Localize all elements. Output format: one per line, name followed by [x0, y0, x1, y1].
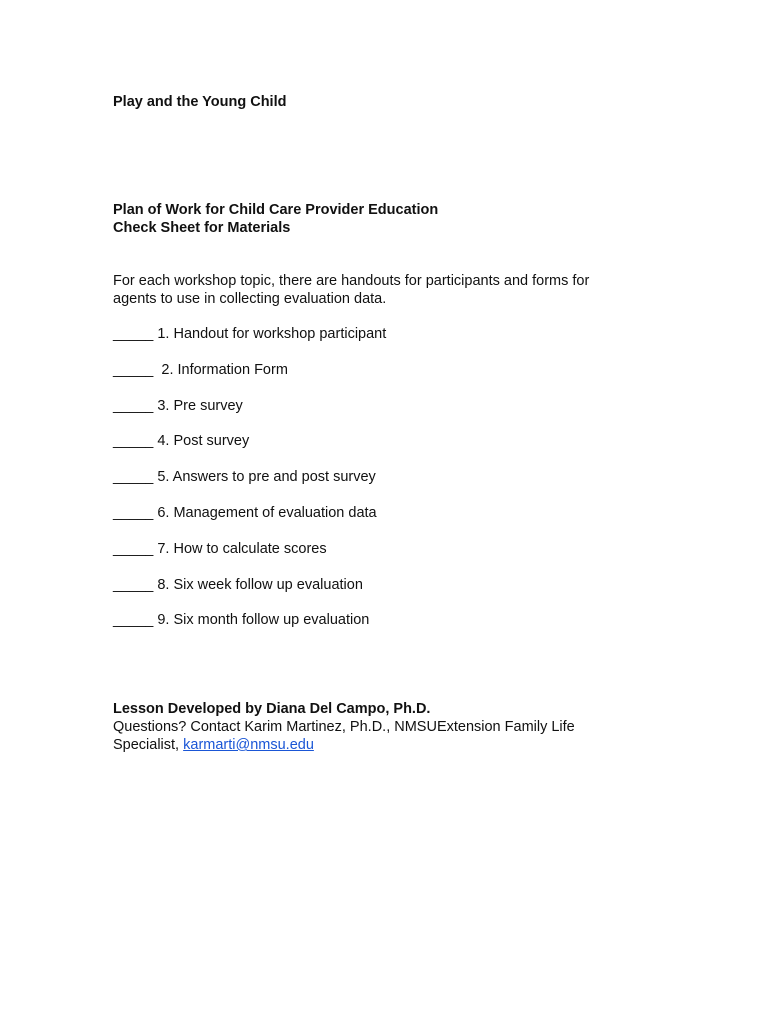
intro-paragraph: For each workshop topic, there are handouts for participants and forms for agents to use in collecting evaluation data.	[113, 273, 590, 307]
checklist-item: _____ 3. Pre survey	[113, 397, 243, 414]
checklist-item: _____ 8. Six week follow up evaluation	[113, 576, 363, 593]
email-link[interactable]: karmarti@nmsu.edu	[183, 737, 314, 753]
checklist-item: _____ 9. Six month follow up evaluation	[113, 612, 370, 629]
checklist-item: _____ 4. Post survey	[113, 433, 250, 450]
checklist-item: _____ 5. Answers to pre and post survey	[113, 469, 376, 486]
contact-text: Questions? Contact Karim Martinez, Ph.D., NMSUExtension Family Life Specialist,	[113, 719, 575, 753]
plan-heading: Plan of Work for Child Care Provider Education	[113, 202, 439, 218]
checklist-item: _____ 2. Information Form	[113, 361, 288, 378]
document-footer	[113, 700, 633, 754]
checklist-item: _____ 6. Management of evaluation data	[113, 504, 377, 521]
materials-checklist	[113, 325, 386, 647]
plan-subheading: Check Sheet for Materials	[113, 220, 291, 236]
checklist-item: _____ 1. Handout for workshop participant	[113, 326, 387, 342]
author-credit: Lesson Developed by Diana Del Campo, Ph.D.	[113, 701, 431, 717]
document-title: Play and the Young Child	[113, 94, 287, 110]
contact-line	[113, 718, 633, 754]
plan-header	[113, 201, 438, 237]
checklist-item: _____ 7. How to calculate scores	[113, 540, 327, 557]
